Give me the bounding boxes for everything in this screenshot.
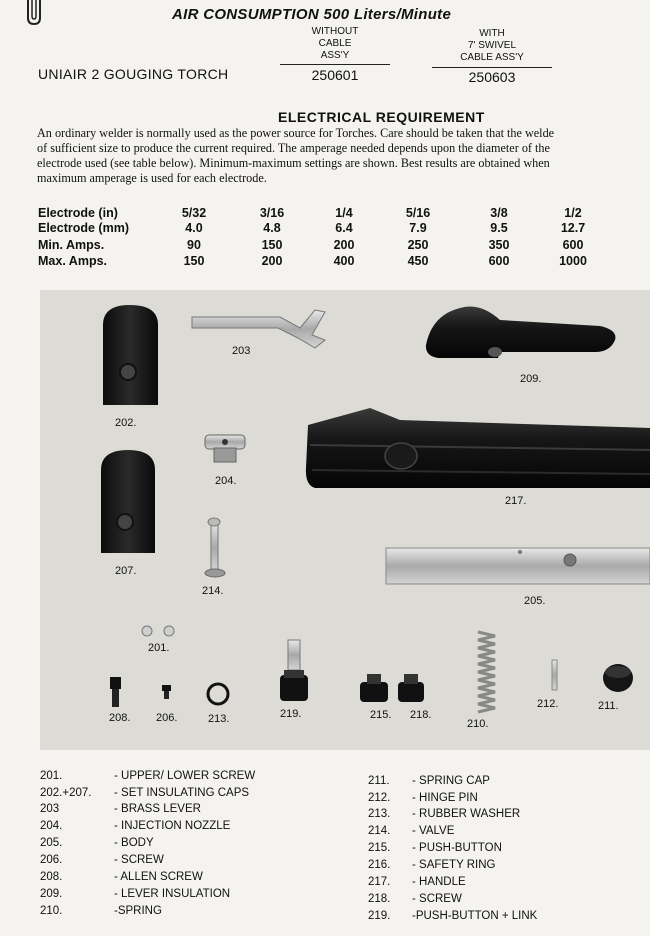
part-label-214: 214. — [202, 585, 224, 597]
screw-206 — [162, 685, 171, 699]
parts-photo — [40, 290, 650, 750]
legend-description: - HINGE PIN — [412, 792, 478, 804]
legend-description: - UPPER/ LOWER SCREW — [114, 770, 256, 782]
parts-legend-left — [40, 770, 330, 925]
part-label-206: 206. — [156, 712, 178, 724]
legend-description: - SCREW — [114, 854, 164, 866]
legend-number: 212. — [368, 792, 391, 804]
brass-lever-203 — [192, 310, 325, 348]
part-label-202: 202. — [115, 417, 137, 429]
legend-number: 216. — [368, 859, 391, 871]
body-205 — [386, 548, 650, 584]
table-cell: 200 — [333, 238, 355, 252]
legend-description: - SCREW — [412, 893, 462, 905]
air-consumption-title: AIR CONSUMPTION 500 Liters/Minute — [172, 6, 452, 23]
part-label-212: 212. — [537, 698, 559, 710]
electrical-paragraph — [37, 126, 650, 186]
table-row — [38, 254, 638, 269]
legend-number: 208. — [40, 871, 63, 883]
column-header-without-cable: WITHOUT CABLE ASS'Y — [311, 26, 359, 61]
table-cell: 3/8 — [490, 206, 508, 220]
insulating-cap-202 — [103, 305, 158, 405]
part-label-217: 217. — [505, 495, 527, 507]
legend-description: - LEVER INSULATION — [114, 888, 231, 900]
row-label: Min. Amps. — [38, 238, 105, 252]
table-cell: 5/16 — [405, 206, 431, 220]
legend-number: 213. — [368, 808, 391, 820]
legend-number: 219. — [368, 910, 391, 922]
table-cell: 600 — [562, 238, 584, 252]
binder-clip-icon — [22, 0, 46, 26]
row-label: Max. Amps. — [38, 254, 108, 268]
legend-description: - SAFETY RING — [412, 859, 496, 871]
legend-description: - INJECTION NOZZLE — [114, 820, 231, 832]
legend-number: 203 — [40, 803, 60, 815]
legend-number: 210. — [40, 905, 63, 917]
table-cell: 9.5 — [490, 221, 508, 235]
product-name: UNIAIR 2 GOUGING TORCH — [38, 66, 229, 82]
part-label-213: 213. — [208, 713, 230, 725]
legend-number: 215. — [368, 842, 391, 854]
table-cell: 4.0 — [185, 221, 203, 235]
paragraph-line: maximum amperage is used for each electrode. — [37, 171, 267, 185]
row-label: Electrode (mm) — [38, 221, 129, 235]
part-number-without-cable: 250601 — [311, 67, 359, 83]
table-cell: 600 — [488, 254, 510, 268]
part-label-215: 215. — [370, 709, 392, 721]
table-cell: 5/32 — [181, 206, 207, 220]
table-cell: 150 — [261, 238, 283, 252]
table-cell: 90 — [187, 238, 201, 252]
table-cell: 150 — [183, 254, 205, 268]
legend-description: - BODY — [114, 837, 154, 849]
part-label-219: 219. — [280, 708, 302, 720]
screw-218 — [398, 674, 424, 702]
part-label-210: 210. — [467, 718, 489, 730]
legend-description: - VALVE — [412, 825, 455, 837]
table-cell: 1/2 — [564, 206, 582, 220]
legend-number: 202.+207. — [40, 787, 92, 799]
legend-number: 205. — [40, 837, 63, 849]
insulating-cap-207 — [101, 450, 155, 553]
table-cell: 250 — [407, 238, 429, 252]
paragraph-line: electrode used (see table below). Minimum-maximum settings are shown. Best results are obtained when — [37, 156, 550, 170]
push-button-215 — [360, 674, 388, 702]
legend-number: 204. — [40, 820, 63, 832]
spring-210 — [478, 632, 495, 712]
legend-number: 209. — [40, 888, 63, 900]
table-cell: 1000 — [559, 254, 587, 268]
injection-nozzle-204 — [205, 435, 245, 462]
legend-number: 211. — [368, 775, 390, 787]
table-cell: 450 — [407, 254, 429, 268]
parts-legend-right — [368, 775, 638, 930]
part-label-209: 209. — [520, 373, 542, 385]
spring-cap-211 — [603, 664, 633, 692]
part-label-211: 211. — [598, 700, 619, 712]
legend-number: 201. — [40, 770, 63, 782]
legend-description: - HANDLE — [412, 876, 466, 888]
part-label-208: 208. — [109, 712, 131, 724]
table-row — [38, 238, 638, 253]
table-cell: 6.4 — [335, 221, 353, 235]
part-label-207: 207. — [115, 565, 137, 577]
part-number-with-swivel: 250603 — [468, 69, 516, 85]
part-label-201: 201. — [148, 642, 170, 654]
table-cell: 1/4 — [335, 206, 353, 220]
handle-217 — [306, 408, 650, 488]
table-cell: 12.7 — [560, 221, 586, 235]
legend-description: - RUBBER WASHER — [412, 808, 521, 820]
electrical-heading: ELECTRICAL REQUIREMENT — [278, 109, 485, 125]
part-label-203: 203 — [232, 345, 251, 357]
table-cell: 200 — [261, 254, 283, 268]
table-cell: 7.9 — [409, 221, 427, 235]
part-label-205: 205. — [524, 595, 546, 607]
table-cell: 400 — [333, 254, 355, 268]
lever-insulation-209 — [426, 307, 616, 359]
hinge-pin-212 — [552, 660, 557, 690]
paragraph-line: of sufficient size to produce the current required. The amperage needed depends upon the diameter of the — [37, 141, 550, 155]
table-cell: 4.8 — [263, 221, 281, 235]
legend-description: - SET INSULATING CAPS — [114, 787, 250, 799]
legend-number: 218. — [368, 893, 391, 905]
table-row — [38, 221, 638, 236]
paragraph-line: An ordinary welder is normally used as the power source for Torches. Care should be taken that the welde — [37, 126, 555, 140]
table-cell: 350 — [488, 238, 510, 252]
push-button-link-219 — [280, 640, 308, 701]
legend-description: - BRASS LEVER — [114, 803, 201, 815]
legend-description: - PUSH-BUTTON — [412, 842, 502, 854]
column-header-with-swivel: WITH 7' SWIVEL CABLE ASS'Y — [460, 28, 524, 63]
legend-number: 217. — [368, 876, 391, 888]
part-label-204: 204. — [215, 475, 237, 487]
table-cell: 3/16 — [259, 206, 285, 220]
table-row — [38, 206, 638, 221]
parts-illustration — [40, 290, 650, 750]
valve-214 — [205, 518, 225, 577]
legend-description: - ALLEN SCREW — [114, 871, 203, 883]
column-rule — [432, 67, 552, 68]
allen-screw-208 — [110, 677, 121, 707]
legend-description: -PUSH-BUTTON + LINK — [412, 910, 538, 922]
legend-description: -SPRING — [114, 905, 162, 917]
legend-number: 206. — [40, 854, 63, 866]
upper-lower-screw-201 — [142, 626, 174, 636]
legend-description: - SPRING CAP — [412, 775, 490, 787]
rubber-washer-213 — [208, 684, 228, 704]
part-label-218: 218. — [410, 709, 432, 721]
legend-number: 214. — [368, 825, 391, 837]
column-rule — [280, 64, 390, 65]
row-label: Electrode (in) — [38, 206, 118, 220]
